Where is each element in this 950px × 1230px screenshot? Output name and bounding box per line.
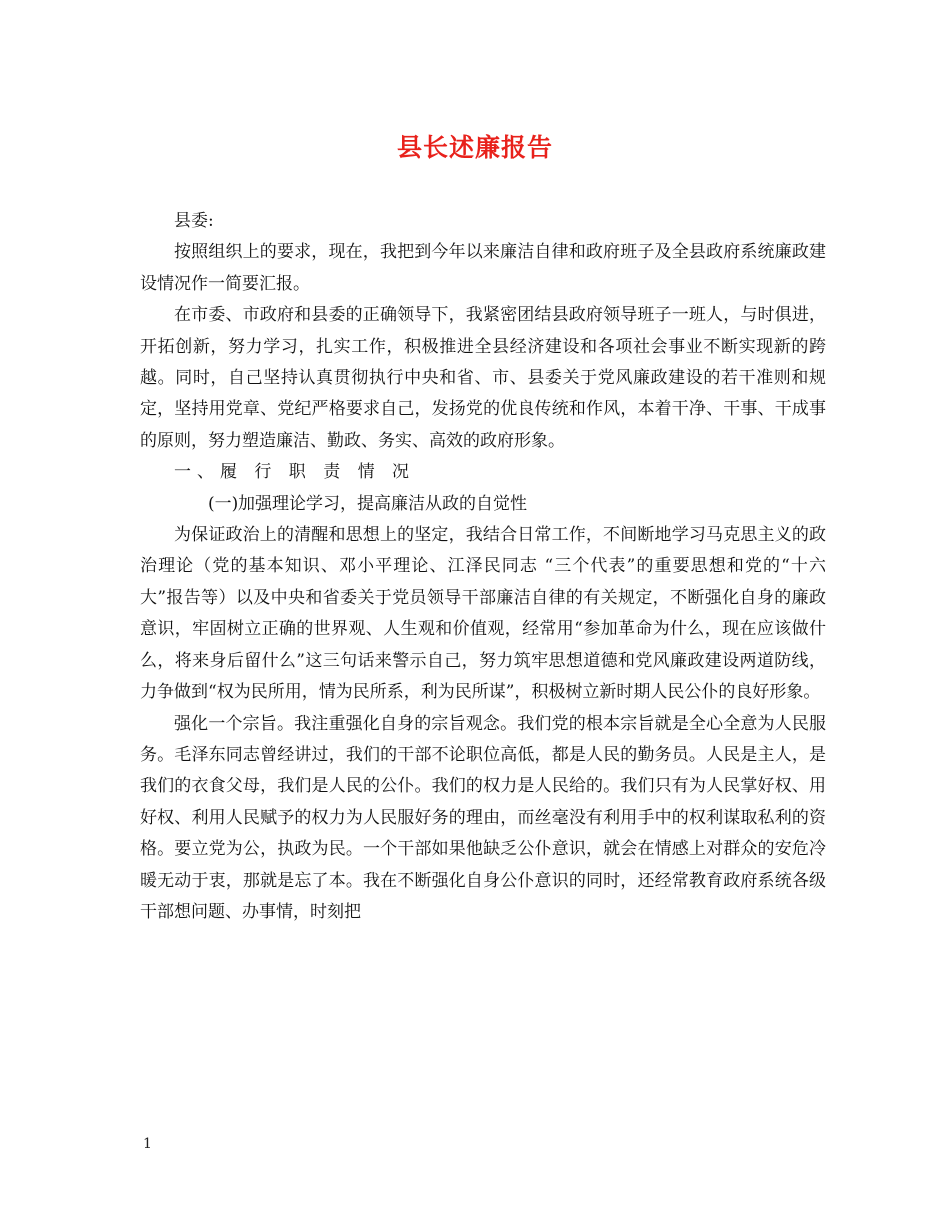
document-title: 县长述廉报告	[396, 133, 553, 162]
paragraph-overview: 在市委、市政府和县委的正确领导下，我紧密团结县政府领导班子一班人，与时俱进，开拓创新，努力学习，扎实工作，积极推进全县经济建设和各项社会事业不断实现新的跨越。同时，自己坚持认真贯彻执行中央和省、市、县委关于党风廉政建设的若干准则和规定，坚持用党章、党纪严格要求自己，发扬党的优良传统和作风，本着干净、干事、干成事的原则，努力塑造廉洁、勤政、务实、高效的政府形象。	[140, 305, 826, 451]
section-heading: 一、履 行 职 责 情 况	[174, 462, 416, 483]
subsection-heading	[140, 489, 826, 520]
page-number: 1	[143, 1136, 152, 1152]
salutation: 县委:	[174, 211, 214, 231]
paragraph-study: 为保证政治上的清醒和思想上的坚定，我结合日常工作，不间断地学习马克思主义的政治理论（党的基本知识、邓小平理论、江泽民同志 “三个代表”的重要思想和党的“十六大”报告等）以及中央和省委关于党员领导干部廉洁自律的有关规定，不断强化自身的廉政意识，牢固树立正确的世界观、人生观和价值观，经常用“参加革命为什么，现在应该做什么，将来身后留什么”这三句话来警示自己，努力筑牢思想道德和党风廉政建设两道防线，力争做到“权为民所用，情为民所系，利为民所谋”，积极树立新时期人民公仆的良好形象。	[140, 525, 826, 703]
paragraph-intro: 按照组织上的要求，现在，我把到今年以来廉洁自律和政府班子及全县政府系统廉政建设情况作一简要汇报。	[140, 242, 826, 294]
subsection-title: 加强理论学习，提高廉洁从政的自觉性	[238, 493, 527, 514]
paragraph-purpose: 强化一个宗旨。我注重强化自身的宗旨观念。我们党的根本宗旨就是全心全意为人民服务。毛泽东同志曾经讲过，我们的干部不论职位高低，都是人民的勤务员。人民是主人，是我们的衣食父母，我们是人民的公仆。我们的权力是人民给的。我们只有为人民掌好权、用好权、利用人民赋予的权力为人民服好务的理由，而丝毫没有利用手中的权利谋取私利的资格。要立党为公，执政为民。一个干部如果他缺乏公仆意识，就会在情感上对群众的安危冷暖无动于衷，那就是忘了本。我在不断强化自身公仆意识的同时，还经常教育政府系统各级干部想问题、办事情，时刻把	[140, 713, 826, 922]
document-body	[140, 206, 826, 928]
subsection-number: (一)	[208, 493, 239, 514]
